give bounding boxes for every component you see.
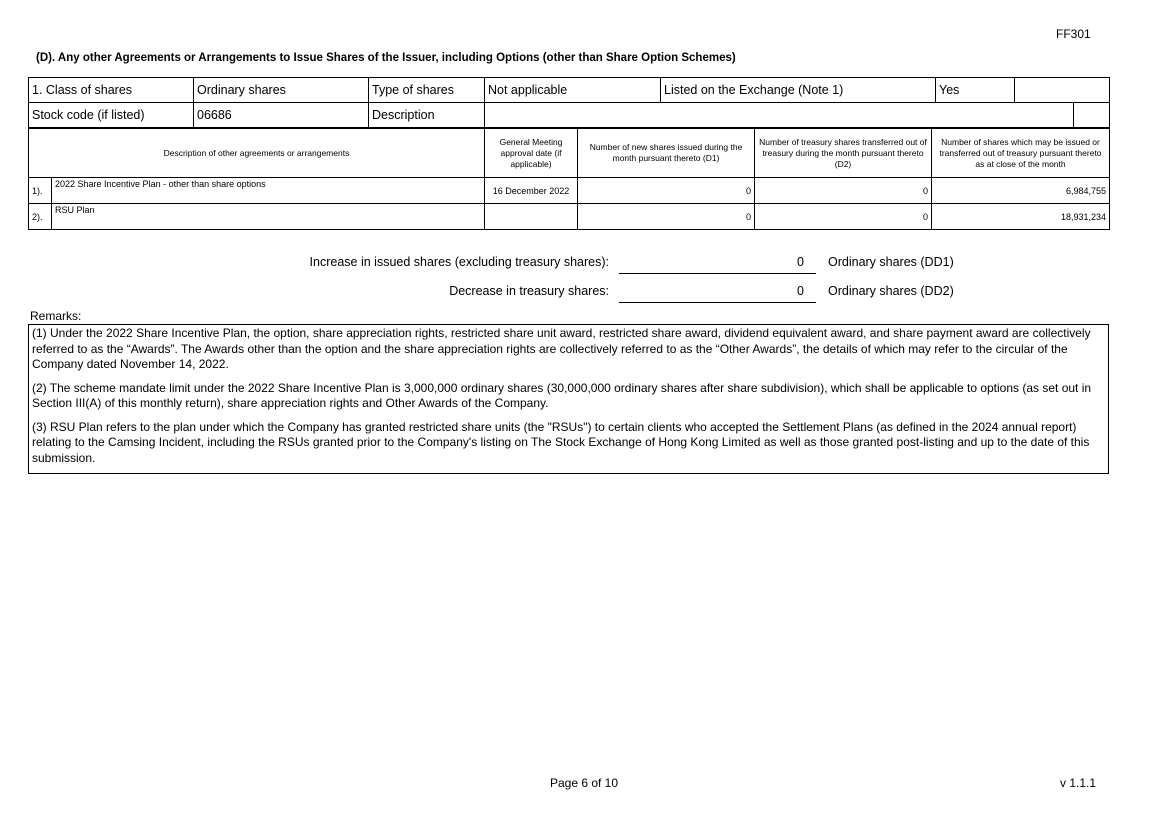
increase-label: Increase in issued shares (excluding treasury shares): [309,255,609,269]
remark-paragraph: (1) Under the 2022 Share Incentive Plan, the option, share appreciation rights, restricted share unit award, restricted share award, dividend equivalent award, and share payment award are collectively referred to as the “Awards”. The Awards other than the option and the share appreciation rights are collectively referred to as the “Other Awards”, the details of which may refer to the circular of the Company dated November 14, 2022. [32,326,1091,371]
listed-label: Listed on the Exchange (Note 1) [661,78,936,103]
row-d2: 0 [755,204,932,230]
decrease-label: Decrease in treasury shares: [449,284,609,298]
row-d1: 0 [578,178,755,204]
description-value [485,103,1074,128]
stock-code-value: 06686 [194,103,369,128]
row-remaining: 6,984,755 [932,178,1110,204]
row-remaining: 18,931,234 [932,204,1110,230]
row-description: RSU Plan [52,204,485,230]
description-extra-cell [1074,103,1110,128]
page-number: Page 6 of 10 [549,776,619,790]
row-d2: 0 [755,178,932,204]
row-index: 2). [29,204,52,230]
header-d1: Number of new shares issued during the month pursuant thereto (D1) [578,129,755,178]
table-row [29,204,1110,230]
share-info-table [28,77,1110,128]
header-approval-date: General Meeting approval date (if applicable) [485,129,578,178]
increase-unit: Ordinary shares (DD1) [828,255,954,269]
row-approval-date [485,204,578,230]
type-of-shares-value: Not applicable [485,78,661,103]
stock-code-label: Stock code (if listed) [29,103,194,128]
listed-extra-cell [1015,78,1110,103]
decrease-value: 0 [797,284,804,298]
type-of-shares-label: Type of shares [369,78,485,103]
remark-paragraph: (3) RSU Plan refers to the plan under which the Company has granted restricted share units (the "RSUs") to certain clients who accepted the Settlement Plans (as defined in the 2024 annual report) relating to the Camsing Incident, including the RSUs granted prior to the Company's listing on The Stock Exchange of Hong Kong Limited as well as those granted post-listing and up to the date of this submission. [32,419,1090,465]
table-row [29,178,1110,204]
row-description: 2022 Share Incentive Plan - other than share options [52,178,485,204]
description-label: Description [369,103,485,128]
header-remaining: Number of shares which may be issued or transferred out of treasury pursuant thereto as at close of the month [932,129,1110,178]
row-d1: 0 [578,204,755,230]
remarks-box [28,324,1109,474]
row-approval-date: 16 December 2022 [485,178,578,204]
listed-value: Yes [936,78,1015,103]
header-description: Description of other agreements or arrangements [29,129,485,178]
remarks-label: Remarks: [30,309,82,323]
remark-paragraph: (2) The scheme mandate limit under the 2022 Share Incentive Plan is 3,000,000 ordinary shares (30,000,000 ordinary shares after share subdivision), which shall be applicable to options (as set out in Section III(A) of this monthly return), share appreciation rights and Other Awards of the Company. [32,380,1092,410]
row-index: 1). [29,178,52,204]
increase-value: 0 [797,255,804,269]
agreements-table [28,128,1110,230]
decrease-unit: Ordinary shares (DD2) [828,284,954,298]
version-label: v 1.1.1 [1060,776,1097,790]
form-code: FF301 [1056,27,1091,41]
header-d2: Number of treasury shares transferred out of treasury during the month pursuant thereto (D2) [755,129,932,178]
section-title: (D). Any other Agreements or Arrangements to Issue Shares of the Issuer, including Options (other than Share Option Schemes) [36,52,736,64]
class-of-shares-label: 1. Class of shares [29,78,194,103]
class-of-shares-value: Ordinary shares [194,78,369,103]
